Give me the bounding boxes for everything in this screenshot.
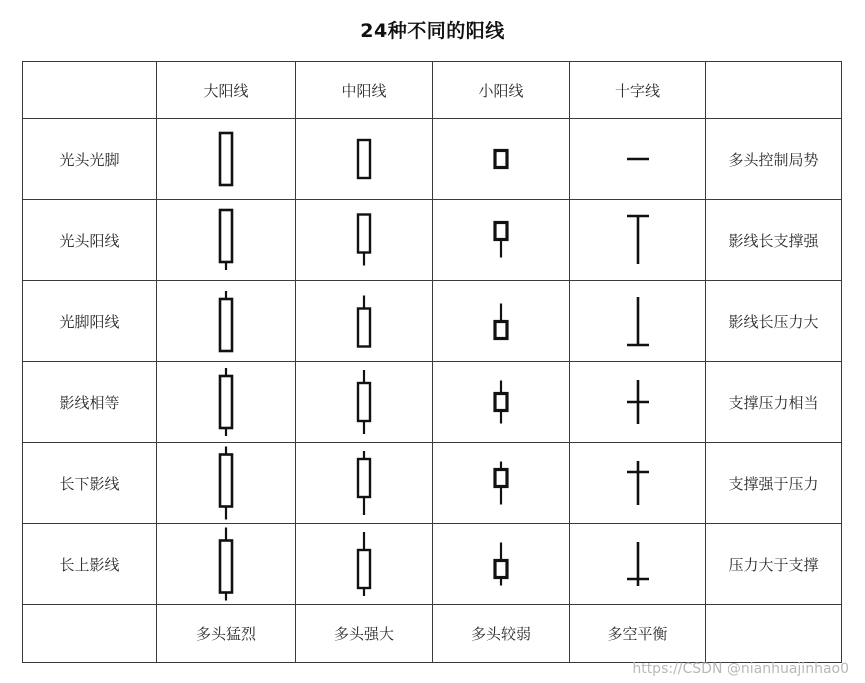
candle-body (358, 140, 370, 178)
candle-body (358, 550, 370, 588)
candle-body (220, 376, 232, 428)
corner-cell (23, 62, 157, 119)
row-label: 影线相等 (23, 362, 157, 443)
candle-cell (433, 524, 570, 605)
doji-glyph (608, 201, 668, 279)
candle-cell (570, 119, 706, 200)
row-label: 光头阳线 (23, 200, 157, 281)
row-description: 支撑压力相当 (706, 362, 842, 443)
candlestick-glyph (334, 201, 394, 279)
candle-body (220, 541, 232, 593)
doji-glyph (608, 363, 668, 441)
row-description: 影线长压力大 (706, 281, 842, 362)
candle-cell (296, 200, 433, 281)
candle-cell (570, 443, 706, 524)
table-row (23, 281, 842, 362)
candle-cell (433, 362, 570, 443)
candle-body (220, 210, 232, 262)
candlestick-glyph (196, 201, 256, 279)
footer-label: 多头强大 (296, 605, 433, 663)
table-row (23, 200, 842, 281)
candle-cell (157, 281, 296, 362)
candle-body (495, 561, 507, 578)
candle-cell (296, 119, 433, 200)
candlestick-glyph (196, 363, 256, 441)
doji-glyph (608, 525, 668, 603)
candle-body (495, 470, 507, 487)
candle-body (220, 133, 232, 185)
candle-body (495, 151, 507, 168)
candle-cell (570, 200, 706, 281)
row-description: 支撑强于压力 (706, 443, 842, 524)
candlestick-glyph (471, 120, 531, 198)
row-description: 多头控制局势 (706, 119, 842, 200)
watermark-text: https://CSDN @nianhuajinhao0 (632, 661, 849, 677)
candlestick-glyph (334, 444, 394, 522)
candle-cell (570, 362, 706, 443)
footer-blank (23, 605, 157, 663)
candle-cell (157, 362, 296, 443)
candle-body (495, 394, 507, 411)
candle-cell (570, 281, 706, 362)
doji-glyph (608, 444, 668, 522)
candlestick-glyph (471, 282, 531, 360)
candle-cell (157, 524, 296, 605)
candle-body (220, 455, 232, 507)
candle-cell (157, 443, 296, 524)
candle-cell (433, 200, 570, 281)
candle-body (220, 299, 232, 351)
candle-cell (570, 524, 706, 605)
row-label: 长下影线 (23, 443, 157, 524)
row-label: 光脚阳线 (23, 281, 157, 362)
candle-body (358, 383, 370, 421)
row-description: 影线长支撑强 (706, 200, 842, 281)
candlestick-glyph (471, 201, 531, 279)
candlestick-glyph (471, 363, 531, 441)
candlestick-glyph (196, 444, 256, 522)
candle-cell (157, 200, 296, 281)
candle-cell (433, 281, 570, 362)
column-header-doji: 十字线 (570, 62, 706, 119)
candle-body (495, 223, 507, 240)
column-header-large-bull: 大阳线 (157, 62, 296, 119)
candle-cell (296, 443, 433, 524)
candle-cell (296, 281, 433, 362)
table-row (23, 119, 842, 200)
candle-body (358, 459, 370, 497)
candle-cell (433, 119, 570, 200)
candle-cell (296, 524, 433, 605)
candle-body (495, 322, 507, 339)
candle-body (358, 215, 370, 253)
table-row (23, 362, 842, 443)
candle-body (358, 309, 370, 347)
doji-glyph (608, 120, 668, 198)
candlestick-table (22, 61, 842, 663)
candlestick-glyph (334, 282, 394, 360)
candlestick-glyph (196, 120, 256, 198)
column-header-blank (706, 62, 842, 119)
candlestick-glyph (196, 525, 256, 603)
footer-label: 多空平衡 (570, 605, 706, 663)
table-row (23, 443, 842, 524)
footer-label: 多头较弱 (433, 605, 570, 663)
row-description: 压力大于支撑 (706, 524, 842, 605)
doji-glyph (608, 282, 668, 360)
candlestick-glyph (471, 444, 531, 522)
footer-label: 多头猛烈 (157, 605, 296, 663)
candlestick-glyph (471, 525, 531, 603)
table-row (23, 524, 842, 605)
footer-row (23, 605, 842, 663)
candle-cell (157, 119, 296, 200)
column-header-medium-bull: 中阳线 (296, 62, 433, 119)
column-header-small-bull: 小阳线 (433, 62, 570, 119)
row-label: 光头光脚 (23, 119, 157, 200)
footer-blank (706, 605, 842, 663)
candle-cell (433, 443, 570, 524)
candlestick-glyph (196, 282, 256, 360)
row-label: 长上影线 (23, 524, 157, 605)
candlestick-glyph (334, 120, 394, 198)
candle-cell (296, 362, 433, 443)
candlestick-glyph (334, 363, 394, 441)
candlestick-glyph (334, 525, 394, 603)
header-row (23, 62, 842, 119)
page-title: 24种不同的阳线 (360, 20, 505, 42)
